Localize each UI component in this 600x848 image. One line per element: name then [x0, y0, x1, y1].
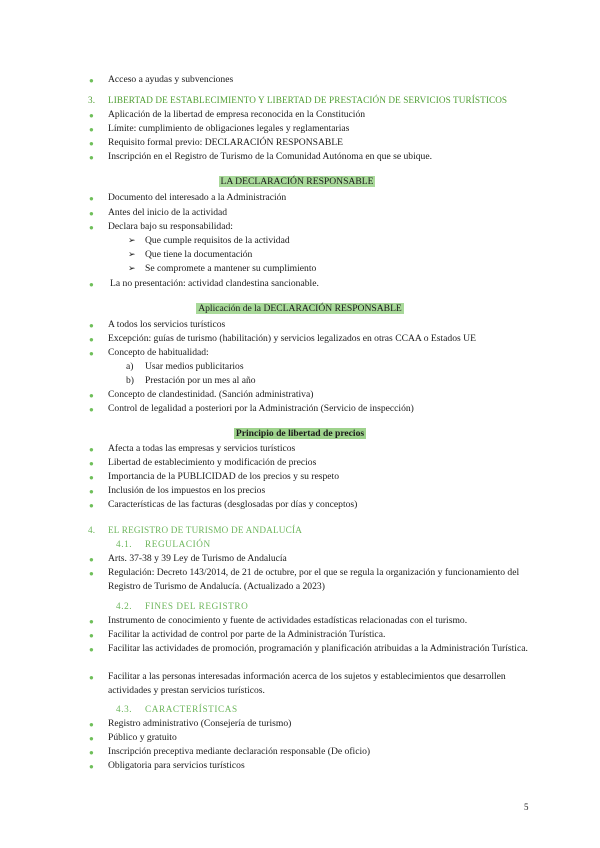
subsection-heading: LA DECLARACIÓN RESPONSABLE: [220, 176, 374, 187]
bullet-dot-icon: ●: [89, 487, 94, 496]
bullet-dot-icon: ●: [89, 139, 94, 148]
bullet-dot-icon: ●: [89, 223, 94, 232]
document-page: ● Acceso a ayudas y subvenciones 3. LIBERTAD DE ESTABLECIMIENTO Y LIBERTAD DE PRESTACIÓN DE SERVICIOS TURÍSTICOS ● Aplicación de la libertad de empresa reconocida en la Constitución ● Límite: cumplimiento de obligaciones legales y reglamentarias ● Requisito formal previo: DECLARACIÓN RESPONSABLE ● Inscripción en el Registro de Turismo de la Comunidad Autónoma en que se ubique. LA DECLARACIÓN RESPONSABLE ● Documento del interesado a la Administración ● Antes del inicio de la actividad ● Declara bajo su responsabilidad: ➢ Que cumple requisitos de la actividad ➢ Que tiene la documentación ➢ Se compromete a mantener su cumplimiento ● La no presentación: actividad clandestina sancionable. Aplicación de la DECLARACIÓN RESPONSABLE ● A todos los servicios turísticos ● Excepción: guías de turismo (habilitación) y servicios legalizados en otras CCAA o Estados UE ● Concepto de habitualidad: a) Usar medios publicitarios b) Prestación por un mes al año ● Concepto de clandestinidad. (Sanción administrativa) ● Control de legalidad a posteriori por la Administración (Servicio de inspección) Principio de libertad de precios ● Afecta a todas las empresas y servicios turísticos ● Libertad de establecimiento y modificación de precios ● Importancia de la PUBLICIDAD de los precios y su respeto ● Inclusión de los impuestos en los precios ● Características de las facturas (desglosadas por días y conceptos) 4. EL REGISTRO DE TURISMO DE ANDALUCÍA 4.1. REGULACIÓN ● Arts. 37-38 y 39 Ley de Turismo de Andalucía ● Regulación: Decreto 143/2014, de 21 de octubre, por el que se regula la organización y funcionamiento del Registro de Turismo de Andalucía. (Actualizado a 2023) 4.2. FINES DEL REGISTRO ● Instrumento de conocimiento y fuente de actividades estadísticas relacionadas con el turismo. ● Facilitar la actividad de control por parte de la Administración Turística. ● Facilitar las actividades de promoción, programación y planificación atribuidas a la Administración Turística. ● Facilitar a las personas interesadas información acerca de los sujetos y establecimientos que desarrollen actividades y prestan servicios turísticos. 4.3. CARACTERÍSTICAS ● Registro administrativo (Consejería de turismo) ● Público y gratuito ● Inscripción preceptiva mediante declaración responsable (De oficio) ● Obligatoria para servicios turísticos 5: [0, 0, 600, 848]
bullet-dot-icon: ●: [89, 280, 94, 289]
bullet-dot-icon: ●: [89, 673, 94, 682]
page-number: 5: [524, 802, 529, 812]
arrow-icon: ➢: [128, 235, 136, 245]
bullet-dot-icon: ●: [89, 335, 94, 344]
subsection-heading: Aplicación de la DECLARACIÓN RESPONSABLE: [198, 303, 402, 314]
bullet-dot-icon: ●: [89, 617, 94, 626]
bullet-dot-icon: ●: [89, 555, 94, 564]
bullet-dot-icon: ●: [89, 125, 94, 134]
bullet-dot-icon: ●: [89, 445, 94, 454]
bullet-dot-icon: ●: [89, 194, 94, 203]
subsection-heading: Principio de libertad de precios: [235, 428, 365, 439]
bullet-dot-icon: ●: [89, 153, 94, 162]
bullet-dot-icon: ●: [89, 473, 94, 482]
bullet-dot-icon: ●: [89, 631, 94, 640]
bullet-dot-icon: ●: [89, 321, 94, 330]
bullet-dot-icon: ●: [89, 762, 94, 771]
bullet-dot-icon: ●: [89, 405, 94, 414]
bullet-dot-icon: ●: [89, 501, 94, 510]
arrow-icon: ➢: [128, 263, 136, 273]
bullet-dot-icon: ●: [89, 748, 94, 757]
bullet-dot-icon: ●: [89, 734, 94, 743]
bullet-dot-icon: ●: [89, 569, 94, 578]
bullet-dot-icon: ●: [89, 111, 94, 120]
bullet-dot-icon: ●: [89, 209, 94, 218]
bullet-dot-icon: ●: [89, 720, 94, 729]
bullet-dot-icon: ●: [89, 391, 94, 400]
bullet-dot-icon: ●: [89, 76, 94, 85]
bullet-dot-icon: ●: [89, 645, 94, 654]
arrow-icon: ➢: [128, 249, 136, 259]
bullet-dot-icon: ●: [89, 459, 94, 468]
bullet-dot-icon: ●: [89, 349, 94, 358]
